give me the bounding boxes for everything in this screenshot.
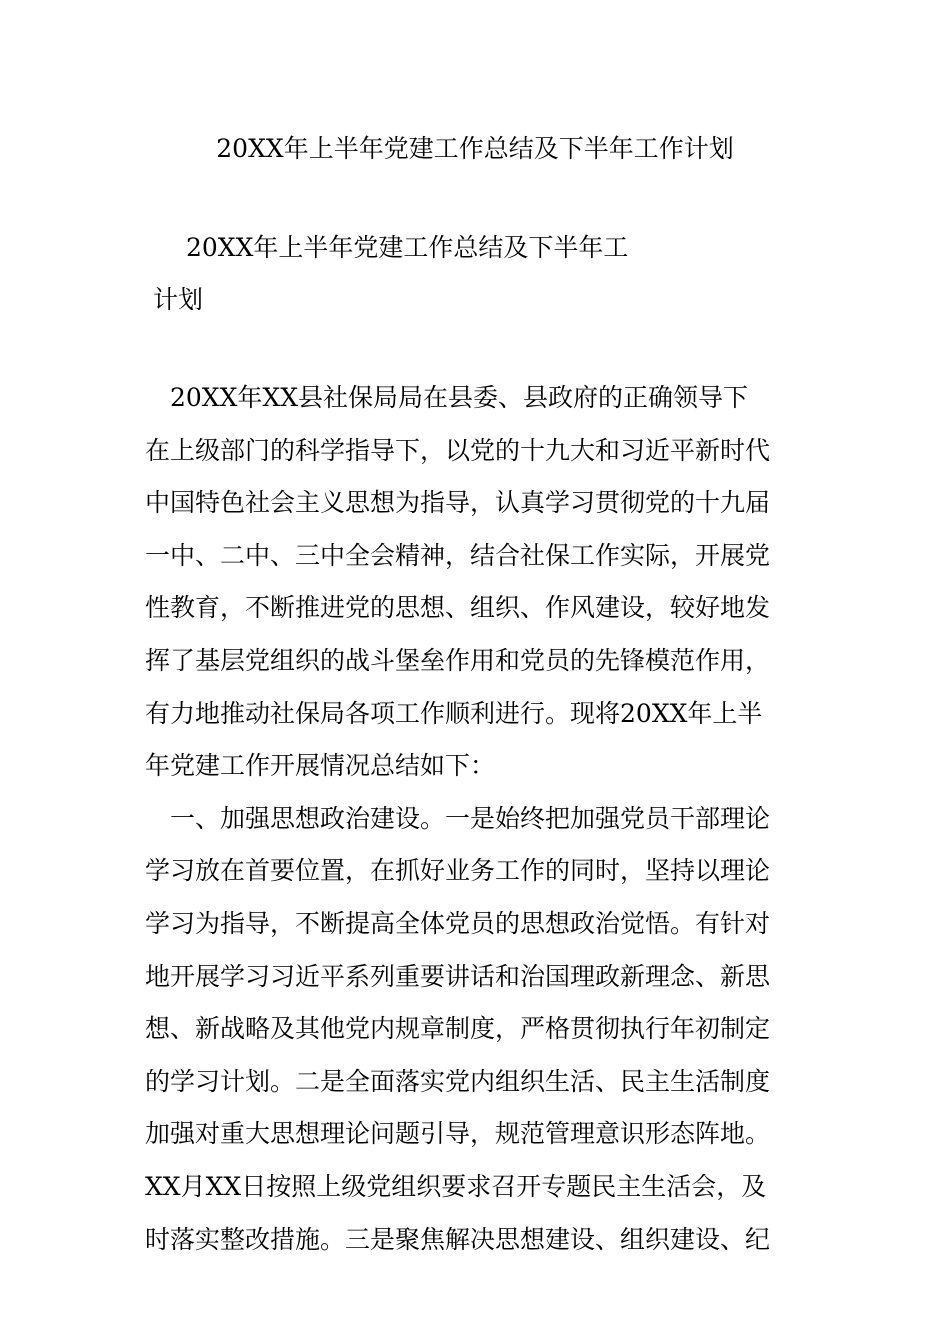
body-text	[145, 380, 815, 1274]
body-line: 一中、二中、三中全会精神，结合社保工作实际，开展党	[145, 540, 771, 570]
body-line: 挥了基层党组织的战斗堡垒作用和党员的先锋模范作用，	[145, 645, 771, 675]
body-line: 在上级部门的科学指导下，以党的十九大和习近平新时代	[145, 435, 771, 465]
body-line: 性教育，不断推进党的思想、组织、作风建设，较好地发	[145, 593, 771, 623]
body-line: 中国特色社会主义思想为指导，认真学习贯彻党的十九届	[145, 488, 771, 518]
body-line: 学习为指导，不断提高全体党员的思想政治觉悟。有针对	[145, 908, 771, 938]
body-line: XX月XX日按照上级党组织要求召开专题民主生活会，及	[145, 1171, 767, 1201]
body-line: 时落实整改措施。三是聚焦解决思想建设、组织建设、纪	[145, 1224, 771, 1254]
body-line: 加强对重大思想理论问题引导，规范管理意识形态阵地。	[145, 1119, 771, 1149]
body-line: 有力地推动社保局各项工作顺利进行。现将20XX年上半	[145, 698, 763, 728]
body-line: 年党建工作开展情况总结如下：	[145, 751, 496, 781]
body-line: 一、加强思想政治建设。一是始终把加强党员干部理论	[145, 803, 771, 833]
section-heading-line-2: 计划	[153, 285, 204, 314]
body-line: 想、新战略及其他党内规章制度，严格贯彻执行年初制定	[145, 1014, 771, 1044]
document-title: 20XX年上半年党建工作总结及下半年工作计划	[216, 134, 734, 163]
body-line: 20XX年XX县社保局局在县委、县政府的正确领导下	[145, 383, 749, 412]
section-heading-line-1: 20XX年上半年党建工作总结及下半年工	[186, 233, 629, 262]
body-line: 地开展学习习近平系列重要讲话和治国理政新理念、新思	[145, 961, 771, 991]
body-line: 学习放在首要位置，在抓好业务工作的同时，坚持以理论	[145, 856, 771, 886]
body-line: 的学习计划。二是全面落实党内组织生活、民主生活制度	[145, 1066, 771, 1096]
